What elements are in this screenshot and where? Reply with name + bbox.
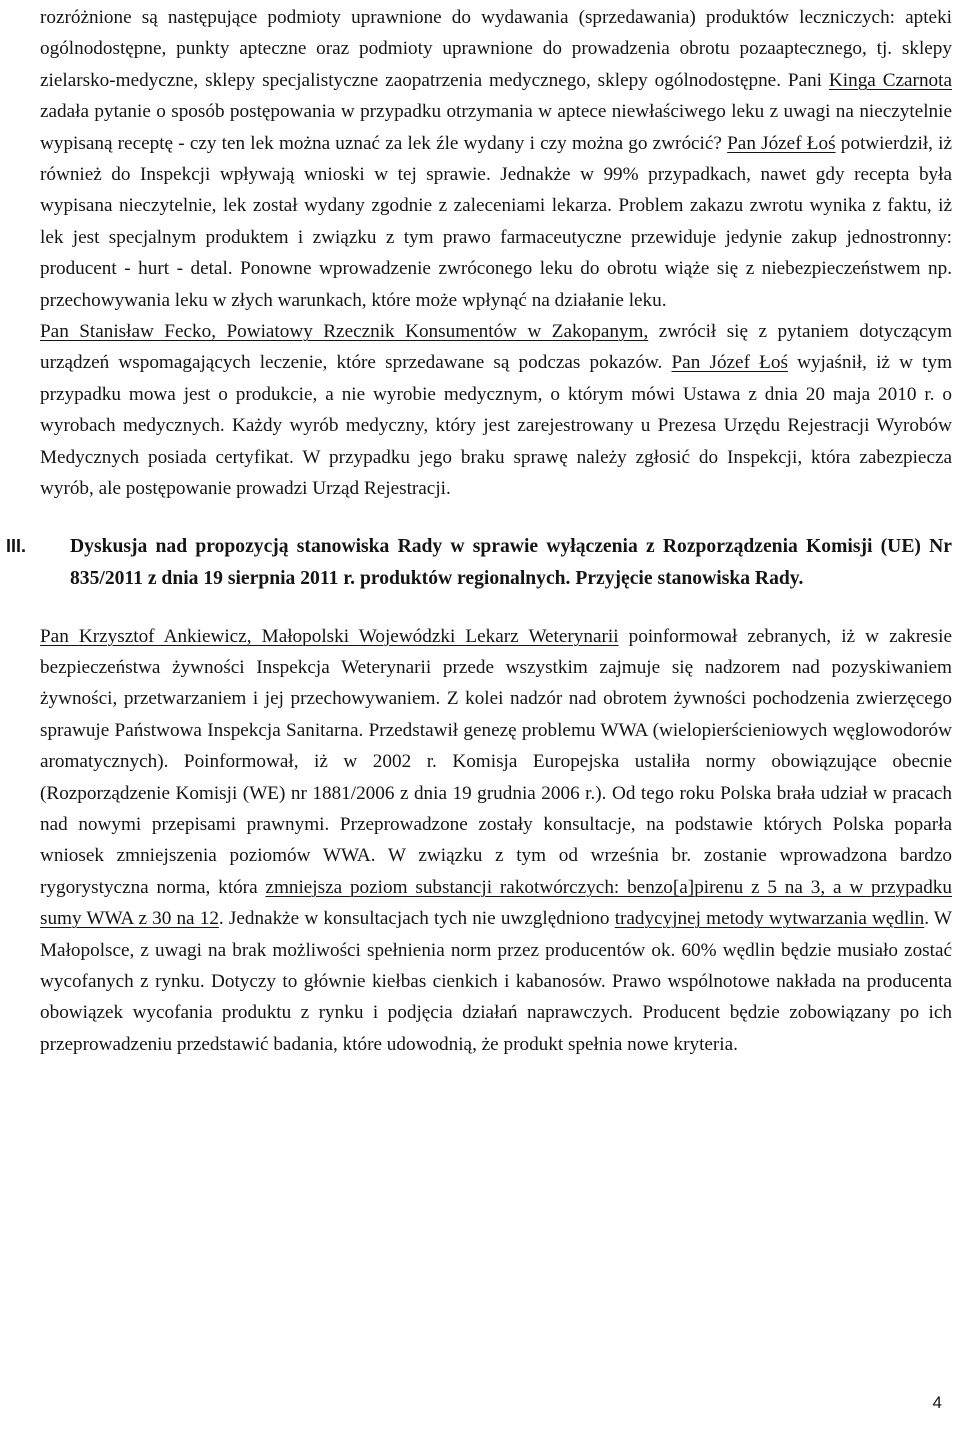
paragraph-pharmacy <box>40 0 952 316</box>
person-name: Pan Józef Łoś <box>727 132 836 154</box>
text: . Jednakże w konsultacjach tych nie uwzględniono <box>218 908 615 930</box>
text: potwierdził, iż również do Inspekcji wpływają wnioski w tej sprawie. Jednakże w 99% przypadkach, nawet gdy recepta była wypisana nieczytelnie, lek został wydany zgodnie z zaleceniami lekarza. Problem zakazu zwrotu wynika z faktu, iż lek jest specjalnym produktem i związku z tym prawo farmaceutyczne przewiduje jedynie zakup jednostronny: producent - hurt - detal. Ponowne wprowadzenie zwróconego leku do obrotu wiąże się z niebezpieczeństwem np. przechowywania leku w złych warunkach, które może wpłynąć na działanie leku. <box>40 132 953 311</box>
page-number: 4 <box>932 1393 942 1412</box>
person-name: Pan Stanisław Fecko, Powiatowy Rzecznik Konsumentów w Zakopanym, <box>40 321 649 343</box>
text: poinformował zebranych, iż w zakresie bezpieczeństwa żywności Inspekcja Weterynarii przede wszystkim zajmuje się nadzorem nad pozyskiwaniem żywności, przetwarzaniem i jej przechowywaniem. Z kolei nadzór nad obrotem żywności pochodzenia zwierzęcego sprawuje Państwowa Inspekcja Sanitarna. Przedstawił genezę problemu WWA (wielopierścieniowych węglowodorów aromatycznych). Poinformował, iż w 2002 r. Komisja Europejska ustaliła normy obowiązujące obecnie (Rozporządzenie Komisji (WE) nr 1881/2006 z dnia 19 grudnia 2006 r.). Od tego roku Polska brała udział w pracach nad nowymi przepisami prawnymi. Przeprowadzone zostały konsultacje, na podstawie których Polska poparła wniosek zmniejszenia poziomów WWA. W związku z tym od września br. zostanie wprowadzona bardzo rygorystyczna norma, która <box>40 625 952 898</box>
text: . W Małopolsce, z uwagi na brak możliwości spełnienia norm przez producentów ok. 60% wędlin będzie musiało zostać wycofanych z rynku. Dotyczy to głównie kiełbas cienkich i kabanosów. Prawo wspólnotowe nakłada na producenta obowiązek wycofania produktu z rynku i podjęcia działań naprawczych. Producent będzie zobowiązany po ich przeprowadzeniu przedstawić badania, które udowodnią, że produkt spełnia nowe kryteria. <box>40 908 952 1055</box>
section-heading <box>6 531 952 595</box>
section-title: Dyskusja nad propozycją stanowiska Rady w sprawie wyłączenia z Rozporządzenia Komisji (UE) Nr 835/2011 z dnia 19 sierpnia 2011 r. produktów regionalnych. Przyjęcie stanowiska Rady. <box>70 535 952 589</box>
text: zadała pytanie o sposób postępowania w przypadku otrzymania w aptece niewłaściwego leku z uwagi na nieczytelnie wypisaną receptę - czy ten lek można uznać za lek źle wydany i czy można go zwrócić? <box>40 101 952 154</box>
person-name: Pan Józef Łoś <box>671 352 788 374</box>
paragraph-wwa <box>40 621 952 1061</box>
paragraph-medical-devices <box>40 316 952 504</box>
person-name: Pan Krzysztof Ankiewicz, Małopolski Wojewódzki Lekarz Weterynarii <box>40 625 619 647</box>
text: wyjaśnił, iż w tym przypadku mowa jest o produkcie, a nie wyrobie medycznym, o którym mówi Ustawa z dnia 20 maja 2010 r. o wyrobach medycznych. Każdy wyrób medyczny, który jest zarejestrowany u Prezesa Urzędu Rejestracji Wyrobów Medycznych posiada certyfikat. W przypadku jego braku sprawę należy zgłosić do Inspekcji, która zabezpiecza wyrób, ale postępowanie prowadzi Urząd Rejestracji. <box>40 352 952 500</box>
text: rozróżnione są następujące podmioty uprawnione do wydawania (sprzedawania) produktów leczniczych: apteki ogólnodostępne, punkty apteczne oraz podmioty uprawnione do prowadzenia obrotu pozaaptecznego, tj. sklepy zielarsko-medyczne, sklepy specjalistyczne zaopatrzenia medycznego, sklepy ogólnodostępne. Pani <box>40 7 952 91</box>
person-name: Kinga Czarnota <box>828 69 952 91</box>
section-number: III. <box>6 535 27 556</box>
underlined-text: zmniejsza poziom substancji rakotwórczych: benzo[a]pirenu z 5 na 3, a w przypadku sumy WWA z 30 na 12 <box>40 876 952 930</box>
document-page <box>6 0 953 1060</box>
underlined-text: tradycyjnej metody wytwarzania wędlin <box>614 908 925 930</box>
text: zwrócił się z pytaniem dotyczącym urządzeń wspomagających leczenie, które sprzedawane są podczas pokazów. <box>40 321 953 374</box>
